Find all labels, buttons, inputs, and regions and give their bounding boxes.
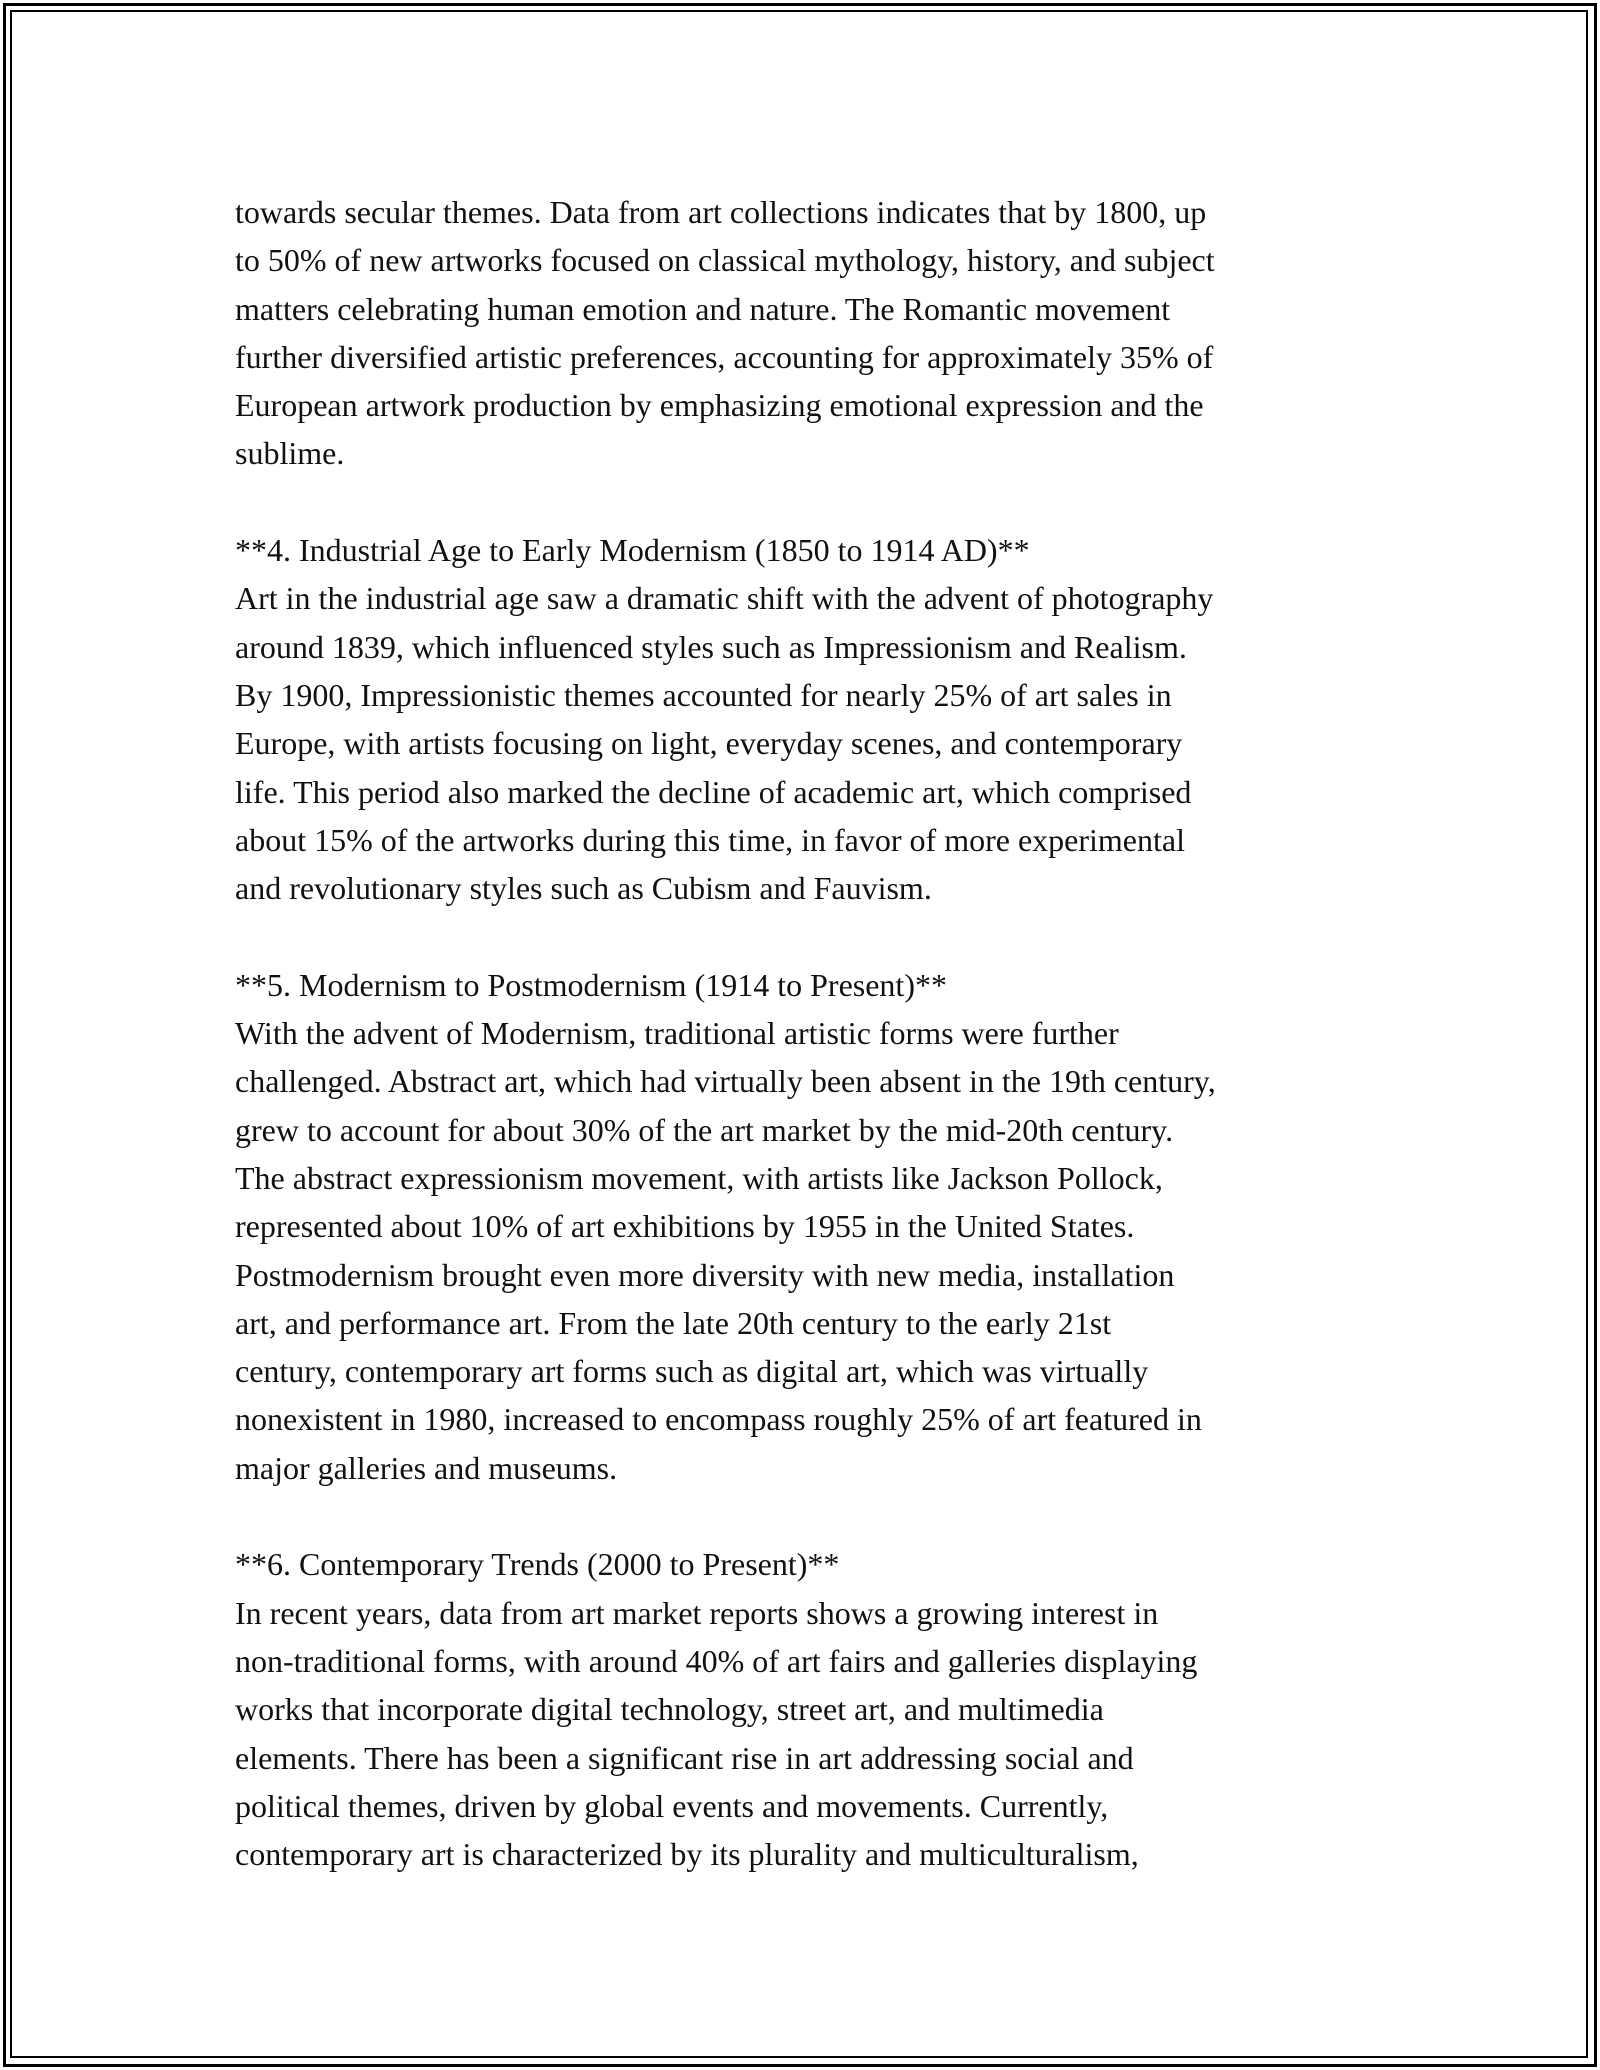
- text-line: nonexistent in 1980, increased to encompass roughly 25% of art featured in: [235, 1401, 1202, 1438]
- text-line: matters celebrating human emotion and nature. The Romantic movement: [235, 290, 1171, 327]
- text-line: and revolutionary styles such as Cubism and Fauvism.: [235, 870, 932, 907]
- section-body: [235, 1009, 1385, 1492]
- text-line: In recent years, data from art market reports shows a growing interest in: [235, 1594, 1159, 1631]
- text-line: Europe, with artists focusing on light, everyday scenes, and contemporary: [235, 725, 1183, 762]
- section-industrial-age: [235, 526, 1385, 912]
- text-line: century, contemporary art forms such as digital art, which was virtually: [235, 1353, 1149, 1390]
- section-body: [235, 574, 1385, 912]
- section-heading: **5. Modernism to Postmodernism (1914 to Present)**: [235, 966, 947, 1003]
- section-heading: **4. Industrial Age to Early Modernism (1850 to 1914 AD)**: [235, 532, 1030, 569]
- text-line: grew to account for about 30% of the art market by the mid-20th century.: [235, 1111, 1174, 1148]
- text-line: works that incorporate digital technology, street art, and multimedia: [235, 1691, 1104, 1728]
- text-line: With the advent of Modernism, traditional artistic forms were further: [235, 1015, 1119, 1052]
- text-line: European artwork production by emphasizing emotional expression and the: [235, 387, 1204, 424]
- text-line: By 1900, Impressionistic themes accounted for nearly 25% of art sales in: [235, 676, 1172, 713]
- text-line: to 50% of new artworks focused on classical mythology, history, and subject: [235, 242, 1215, 279]
- text-line: about 15% of the artworks during this time, in favor of more experimental: [235, 821, 1185, 858]
- section-modernism: [235, 961, 1385, 1492]
- text-line: The abstract expressionism movement, with artists like Jackson Pollock,: [235, 1159, 1163, 1196]
- text-line: represented about 10% of art exhibitions by 1955 in the United States.: [235, 1208, 1135, 1245]
- text-line: political themes, driven by global events and movements. Currently,: [235, 1787, 1109, 1824]
- text-line: Art in the industrial age saw a dramatic shift with the advent of photography: [235, 580, 1214, 617]
- text-line: major galleries and museums.: [235, 1449, 618, 1486]
- text-line: sublime.: [235, 435, 345, 472]
- text-line: Postmodernism brought even more diversity with new media, installation: [235, 1256, 1175, 1293]
- section-body: [235, 1589, 1385, 1879]
- text-line: contemporary art is characterized by its plurality and multiculturalism,: [235, 1836, 1139, 1873]
- text-line: around 1839, which influenced styles such as Impressionism and Realism.: [235, 628, 1187, 665]
- text-line: non-traditional forms, with around 40% of art fairs and galleries displaying: [235, 1642, 1198, 1679]
- text-line: challenged. Abstract art, which had virtually been absent in the 19th century,: [235, 1063, 1216, 1100]
- text-line: towards secular themes. Data from art collections indicates that by 1800, up: [235, 194, 1207, 230]
- text-line: further diversified artistic preferences, accounting for approximately 35% of: [235, 338, 1214, 375]
- text-line: art, and performance art. From the late 20th century to the early 21st: [235, 1304, 1112, 1341]
- section-heading: **6. Contemporary Trends (2000 to Present)**: [235, 1546, 840, 1583]
- text-line: life. This period also marked the decline of academic art, which comprised: [235, 773, 1192, 810]
- text-line: elements. There has been a significant rise in art addressing social and: [235, 1739, 1134, 1776]
- section-contemporary: [235, 1540, 1385, 1878]
- intro-paragraph: [235, 188, 1385, 478]
- document-body: [235, 188, 1385, 1927]
